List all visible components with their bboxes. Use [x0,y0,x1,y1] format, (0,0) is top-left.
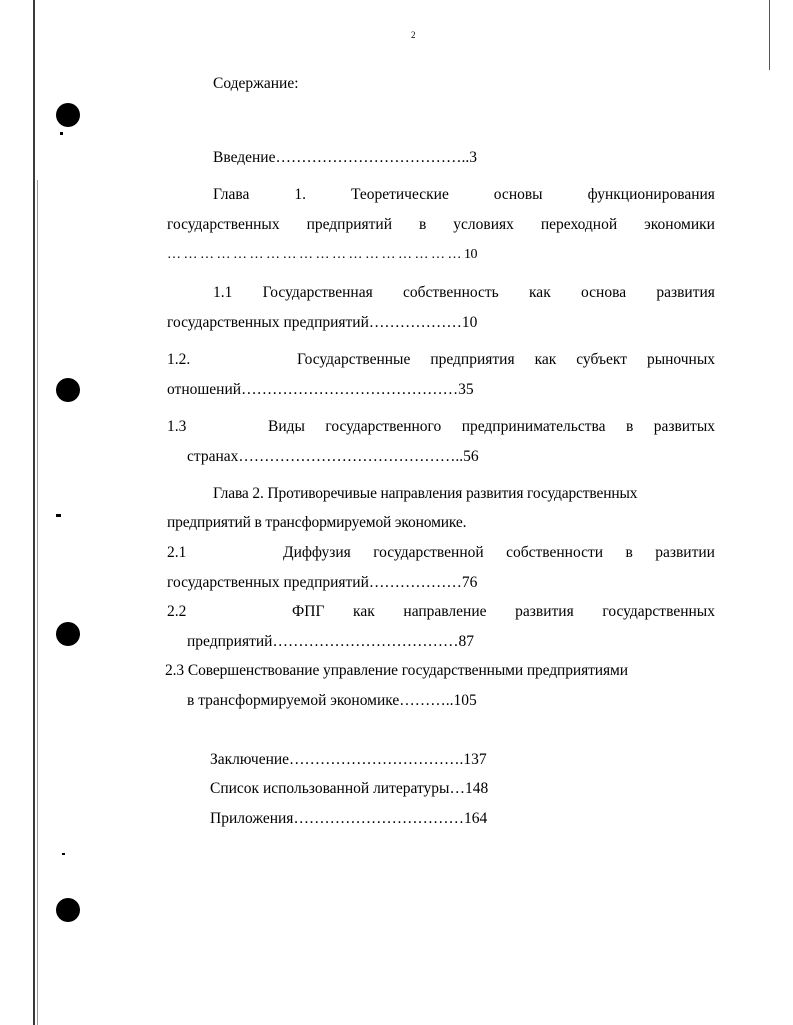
toc-word: условиях [453,216,514,233]
toc-word: предпринимательства [461,418,606,435]
toc-section-1-1-line-2: государственных предприятий………………10 [167,314,478,331]
toc-section-number: 2.1 [167,544,187,561]
punch-hole [56,622,80,646]
toc-section-number: 1.2. [167,351,191,368]
toc-section-2-3-line-1: 2.3 Совершенствование управление государственными предприятиями [165,662,628,679]
toc-word: государственной [373,544,484,561]
scan-left-edge-line [37,180,38,1025]
toc-word: рыночных [646,351,715,368]
toc-section-number: 1.1 [213,284,233,301]
toc-word: Теоретические [350,186,449,203]
toc-word: Диффузия [283,544,351,561]
toc-section-2-2-line-1 [292,602,715,622]
toc-word: государственных [602,603,715,620]
toc-appendix: Приложения……………………………164 [210,810,488,827]
toc-word: функционирования [587,186,715,203]
toc-section-1-3-line-2: странах……………………………………..56 [187,448,479,465]
punch-hole [56,378,80,402]
toc-word: государственного [325,418,442,435]
toc-word: переходной [540,216,618,233]
toc-section-1-3-line-1 [268,417,715,437]
toc-word: предприятий [306,216,393,233]
page-number: 2 [411,30,416,40]
toc-section-2-2-line-2: предприятий………………………………87 [187,633,474,650]
scan-speck [62,853,65,855]
toc-word: Государственные [297,351,411,368]
toc-section-number: 2.2 [167,603,187,620]
toc-word: развитии [655,544,715,561]
punch-hole [56,898,80,922]
toc-references: Список использованной литературы…148 [210,780,489,797]
toc-word: ФПГ [292,603,325,620]
toc-word: развития [656,284,715,301]
toc-word: экономики [644,216,715,233]
scan-left-edge [33,0,35,1025]
toc-word: в [418,216,427,233]
toc-word: основы [493,186,543,203]
toc-chapter-2-line-2: предприятий в трансформируемой экономике. [167,514,467,531]
toc-chapter-1-line-3: … … … … … … … … … … … … … … … … … … 10 [167,247,477,262]
toc-word: предприятия [430,351,515,368]
toc-section-number: 1.3 [167,418,187,435]
toc-section-1-2-line-1 [297,350,715,370]
toc-word: собственности [506,544,604,561]
toc-section-2-1-line-1 [283,543,715,563]
toc-chapter-2-line-1: Глава 2. Противоречивые направления развития государственных [213,485,638,502]
toc-word: основа [581,284,627,301]
toc-chapter-1-line-2 [167,215,715,235]
scan-right-edge [769,0,770,70]
toc-word: в [625,418,634,435]
toc-chapter-1-line-1 [213,185,715,205]
toc-word: Виды [268,418,305,435]
toc-word: собственность [403,284,499,301]
toc-conclusion: Заключение…………………………….137 [210,751,487,768]
toc-section-1-2-line-2: отношений……………………………………35 [167,381,474,398]
toc-word: направление [403,603,487,620]
toc-section-1-1-line-1 [213,283,715,303]
punch-hole [56,103,80,127]
toc-word: 1. [294,186,306,203]
contents-title: Содержание: [213,75,299,92]
toc-section-2-3-line-2: в трансформируемой экономике………..105 [187,692,477,709]
toc-introduction: Введение………………………………..3 [213,149,477,166]
toc-word: как [353,603,375,620]
toc-word: как [534,351,557,368]
toc-word: развития [515,603,574,620]
toc-word: развитых [653,418,715,435]
scan-speck [60,132,63,135]
toc-word: как [529,284,551,301]
toc-section-2-1-line-2: государственных предприятий………………76 [167,574,478,591]
toc-word: государственных [167,216,280,233]
toc-word: в [625,544,633,561]
scan-speck [56,514,61,517]
toc-word: Государственная [262,284,373,301]
toc-word: субъект [576,351,627,368]
toc-word: Глава [213,186,250,203]
